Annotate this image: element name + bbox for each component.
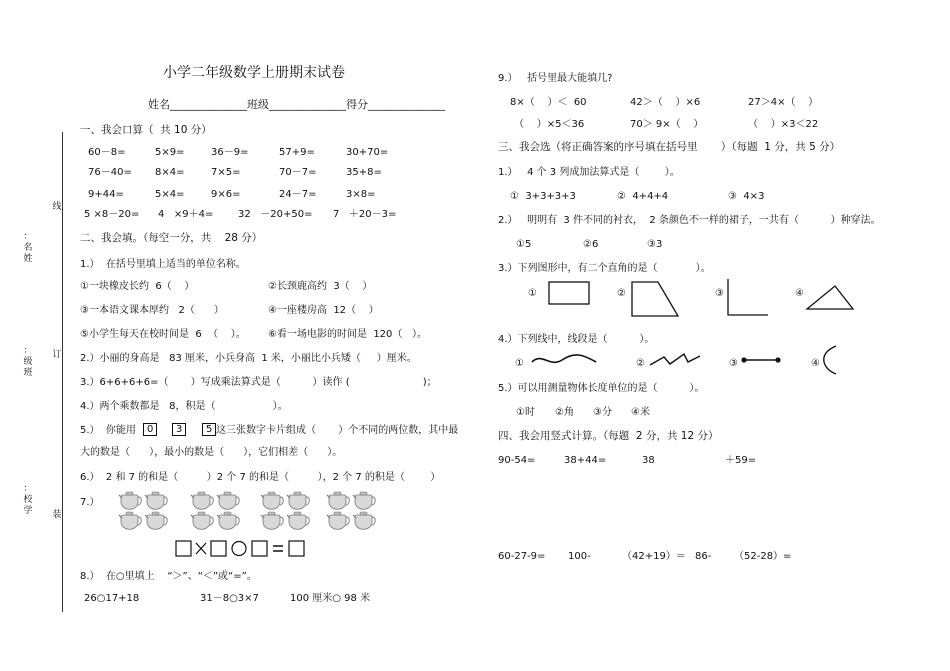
question-1a: ①一块橡皮长约 6（ ） (80, 281, 195, 292)
zigzag-line (648, 350, 702, 370)
calc-item: 24－7= (279, 189, 317, 200)
calc-item: 7 ＋20－3= (333, 209, 397, 220)
question-5-prefix: 5.） 你能用 (80, 425, 136, 436)
choice-3: 3.）下列图形中，有二个直角的是（ ）。 (498, 263, 711, 274)
shape-option-label: ③ (715, 288, 724, 299)
shape-option-label: ④ (795, 288, 804, 299)
wavy-line (530, 350, 600, 370)
choice-5-option: ①时 (516, 407, 535, 418)
calc-item: 32 －20+50= (238, 209, 313, 220)
binding-label-line: 线 (52, 202, 62, 212)
question-8: 8.） 在○里填上 “＞”、“＜”或“=”。 (80, 571, 257, 582)
fill-item: 8×（ ）＜ 60 (510, 97, 587, 108)
calc-item: 8×4= (155, 167, 185, 178)
question-7: 7.） (80, 497, 100, 508)
calc-item: 60－8= (88, 147, 126, 158)
question-2: 2.）小丽的身高是 83 厘米，小兵身高 1 米，小丽比小兵矮（ ）厘米。 (80, 353, 417, 364)
student-info-line: 姓名______________班级______________得分______________ (148, 98, 445, 111)
calc-item: 57+9= (279, 147, 315, 158)
shape-option-label: ① (528, 288, 537, 299)
question-1c: ③一本语文课本厚约 2（ ） (80, 305, 224, 316)
binding-label-ding: 订 (52, 350, 62, 360)
line-segment (740, 355, 782, 365)
calc-item: 9+44= (88, 189, 124, 200)
question-6: 6.） 2 和 7 的和是（ ）2 个 7 的和是（ ），2 个 7 的积是（ ） (80, 472, 441, 483)
vertical-calc-item: 60-27-9= (498, 551, 546, 562)
vertical-calc-item: （42+19）＝ (622, 551, 686, 562)
question-1e: ⑤小学生每天在校时间是 6 （ ）。 (80, 329, 246, 340)
calc-item: 9×6= (211, 189, 241, 200)
question-9: 9.） 括号里最大能填几? (498, 73, 613, 84)
choice-1-option: ③ 4×3 (728, 191, 765, 202)
question-1: 1.） 在括号里填上适当的单位名称。 (80, 259, 246, 270)
vertical-calc-item: 90-54= (498, 455, 536, 466)
vertical-calc-item: （52-28）= (734, 551, 792, 562)
choice-5-option: ③分 (593, 407, 612, 418)
digit-card: 3 (172, 423, 186, 436)
name-field-vertical: ：名姓 (23, 232, 33, 264)
section-2-heading: 二、我会填。（每空一分，共 28 分） (80, 232, 263, 244)
curve-line (820, 344, 840, 376)
question-5-line2: 大的数是（ ），最小的数是（ ），它们相差（ ）。 (80, 447, 343, 458)
calc-item: 76－40= (88, 167, 132, 178)
choice-1: 1.） 4 个 3 列成加法算式是（ ）。 (498, 167, 680, 178)
vertical-calc-item: 38 (642, 455, 655, 466)
choice-2-option: ③3 (647, 239, 663, 250)
choice-5-option: ②角 (555, 407, 574, 418)
section-4-heading: 四、我会用竖式计算。（每题 2 分，共 12 分） (498, 430, 719, 442)
vertical-calc-item: ＋59= (725, 455, 757, 466)
section-3-heading: 三、我会选（将正确答案的序号填在括号里 ）（每题 1 分，共 5 分） (498, 141, 841, 153)
vertical-calc-item: 100- (568, 551, 591, 562)
vertical-calc-item: 38+44= (564, 455, 607, 466)
calc-item: 35+8= (346, 167, 382, 178)
line-option-label: ③ (729, 358, 738, 369)
line-option-label: ② (636, 358, 645, 369)
calc-item: 4 ×9＋4= (158, 209, 214, 220)
question-3: 3.）6+6+6+6=（ ）写成乘法算式是（ ）读作 ( )； (80, 377, 437, 388)
compare-item: 26○17+18 (84, 593, 140, 604)
teapot-illustration (116, 490, 386, 530)
digit-card: 0 (143, 423, 157, 436)
line-option-label: ④ (811, 358, 820, 369)
fill-item: 70＞ 9×（ ） (630, 119, 704, 130)
calc-item: 3×8= (346, 189, 376, 200)
rectangle-shape (548, 281, 590, 305)
equation-boxes (175, 540, 310, 558)
calc-item: 5×4= (155, 189, 185, 200)
choice-2: 2.） 明明有 3 件不同的衬衣， 2 条颜色不一样的裙子，一共有（ ）种穿法。 (498, 215, 881, 226)
binding-label-zhuang: 装 (52, 510, 62, 520)
calc-item: 30+70= (346, 147, 389, 158)
question-1d: ④一座楼房高 12（ ） (268, 305, 379, 316)
choice-2-option: ①5 (516, 239, 532, 250)
compare-item: 100 厘米○ 98 米 (290, 593, 371, 604)
vertical-calc-item: 86- (695, 551, 712, 562)
page-title: 小学二年级数学上册期末试卷 (163, 65, 345, 81)
calc-item: 5×9= (155, 147, 185, 158)
line-option-label: ① (515, 358, 524, 369)
triangle-shape (805, 284, 855, 312)
fill-item: （ ）×5＜36 (514, 119, 585, 130)
fill-item: （ ）×3＜22 (748, 119, 819, 130)
choice-2-option: ②6 (583, 239, 599, 250)
calc-item: 7×5= (211, 167, 241, 178)
choice-4: 4.）下列线中，线段是（ ）。 (498, 334, 655, 345)
fill-item: 42＞（ ）×6 (630, 97, 701, 108)
question-1b: ②长颈鹿高约 3（ ） (268, 281, 373, 292)
choice-1-option: ① 3+3+3+3 (510, 191, 576, 202)
choice-5: 5.）可以用测量物体长度单位的是（ ）。 (498, 383, 705, 394)
shape-option-label: ② (617, 288, 626, 299)
class-field-vertical: ：级班 (23, 346, 33, 378)
question-4: 4.）两个乘数都是 8，积是（ ）。 (80, 401, 288, 412)
trapezoid-shape (630, 280, 680, 318)
calc-item: 5 ×8－20= (84, 209, 140, 220)
compare-item: 31－8○3×7 (200, 593, 259, 604)
calc-item: 70－7= (279, 167, 317, 178)
calc-item: 36－9= (211, 147, 249, 158)
fill-item: 27＞4×（ ） (748, 97, 819, 108)
question-5-suffix: 这三张数字卡片组成（ ）个不同的两位数，其中最 (216, 425, 459, 436)
digit-card: 5 (202, 423, 216, 436)
school-field-vertical: ：校学 (23, 484, 33, 516)
section-1-heading: 一、我会口算（ 共 10 分） (80, 124, 212, 136)
right-angle-shape (726, 278, 770, 318)
choice-1-option: ② 4+4+4 (617, 191, 669, 202)
question-1f: ⑥看一场电影的时间是 120（ ）。 (268, 329, 427, 340)
choice-5-option: ④米 (631, 407, 650, 418)
